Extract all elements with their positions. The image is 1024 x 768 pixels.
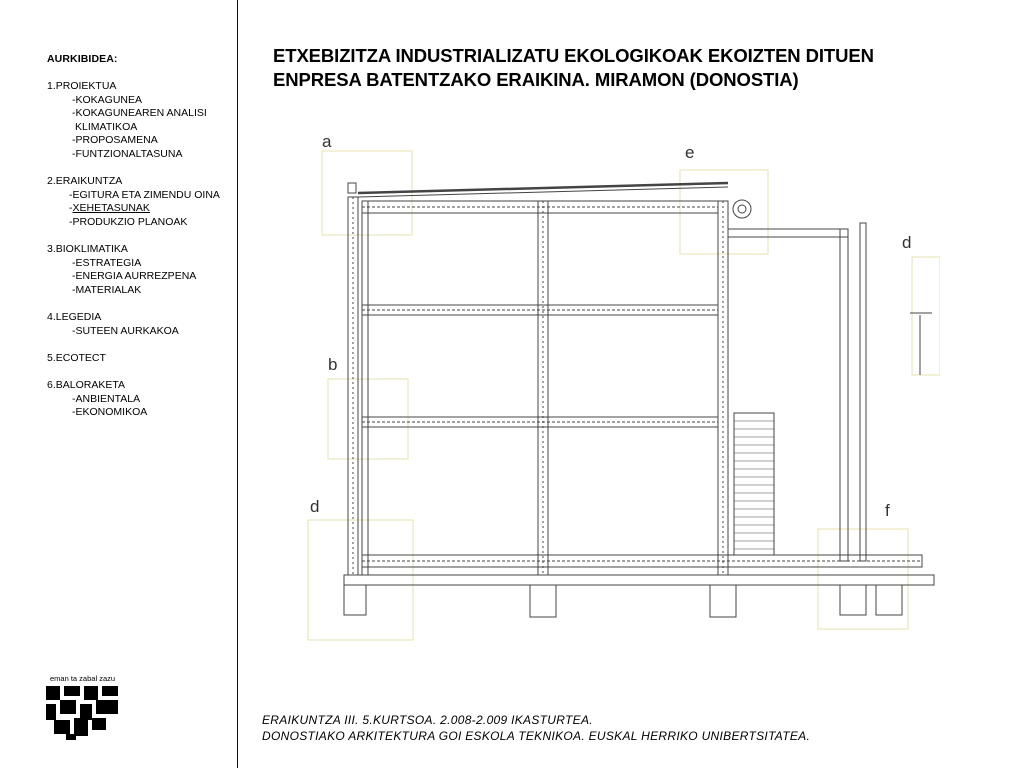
- building-section-drawing: [300, 125, 940, 645]
- page-title: [273, 44, 973, 92]
- index-section-title[interactable]: 4.LEGEDIA: [47, 311, 102, 324]
- index-item-xehetasunak[interactable]: -XEHETASUNAK: [69, 202, 150, 215]
- index-item-energia-aurrezpena[interactable]: -ENERGIA AURREZPENA: [72, 270, 197, 283]
- footer-course-line: ERAIKUNTZA III. 5.KURTSOA. 2.008-2.009 IKASTURTEA.: [262, 713, 593, 727]
- index-item-klimatikoa[interactable]: KLIMATIKOA: [75, 120, 138, 133]
- label-d-top: d: [902, 233, 912, 252]
- title-line-1: ETXEBIZITZA INDUSTRIALIZATU EKOLOGIKOAK EKOIZTEN DITUEN: [273, 45, 874, 66]
- index-item-materialak[interactable]: -MATERIALAK: [72, 283, 142, 296]
- detail-box-f: [818, 529, 908, 629]
- label-a: a: [322, 132, 332, 151]
- index-section-title[interactable]: 1.PROIEKTUA: [47, 80, 117, 92]
- index-item-produkzio-planoak[interactable]: -PRODUKZIO PLANOAK: [69, 215, 188, 228]
- index-section-title[interactable]: 3.BIOKLIMATIKA: [47, 243, 128, 256]
- index-item-kokagunea[interactable]: -KOKAGUNEA: [72, 93, 143, 106]
- index-item-suteen-aurkakoa[interactable]: -SUTEEN AURKAKOA: [72, 324, 179, 337]
- index-section-balorakta: [47, 379, 237, 420]
- index-section-ecotect: [47, 352, 237, 366]
- index-section-eraikuntza: [47, 175, 237, 229]
- index-list: [47, 80, 237, 433]
- building-structure: [344, 183, 934, 617]
- label-e: e: [685, 143, 695, 162]
- index-section-title[interactable]: 6.BALORAKETA: [47, 379, 126, 392]
- index-section-title[interactable]: 2.ERAIKUNTZA: [47, 175, 123, 188]
- index-item-egitura[interactable]: -EGITURA ETA ZIMENDU OINA: [69, 188, 220, 201]
- university-logo: [44, 672, 124, 742]
- index-heading: AURKIBIDEA:: [47, 53, 118, 65]
- footer-credits: [262, 712, 982, 744]
- index-item-xehetasunak-label: XEHETASUNAK: [72, 202, 150, 215]
- logo-motto: eman ta zabal zazu: [50, 674, 116, 683]
- index-item-funtzionaltasuna[interactable]: -FUNTZIONALTASUNA: [72, 147, 183, 160]
- label-b: b: [328, 355, 338, 374]
- detail-box-d-right: [912, 257, 940, 375]
- label-f: f: [885, 501, 890, 520]
- index-section-title[interactable]: 5.ECOTECT: [47, 351, 106, 364]
- detail-box-d-bottom: [308, 520, 413, 640]
- index-section-proiektua: [47, 80, 237, 162]
- index-item-ekonomikoa[interactable]: -EKONOMIKOA: [72, 406, 148, 419]
- index-section-bioklimatika: [47, 243, 237, 297]
- index-item-kokagunearen-analisi[interactable]: -KOKAGUNEAREN ANALISI: [72, 107, 207, 120]
- footer-school-line: DONOSTIAKO ARKITEKTURA GOI ESKOLA TEKNIKOA. EUSKAL HERRIKO UNIBERTSITATEA.: [262, 729, 811, 743]
- index-item-anbientala[interactable]: -ANBIENTALA: [72, 392, 141, 405]
- index-section-legedia: [47, 311, 237, 338]
- title-line-2: ENPRESA BATENTZAKO ERAIKINA. MIRAMON (DONOSTIA): [273, 69, 799, 90]
- index-item-proposamena[interactable]: -PROPOSAMENA: [72, 134, 158, 147]
- sidebar-index: [0, 0, 238, 768]
- index-item-estrategia[interactable]: -ESTRATEGIA: [72, 256, 142, 269]
- label-d-bottom: d: [310, 497, 320, 516]
